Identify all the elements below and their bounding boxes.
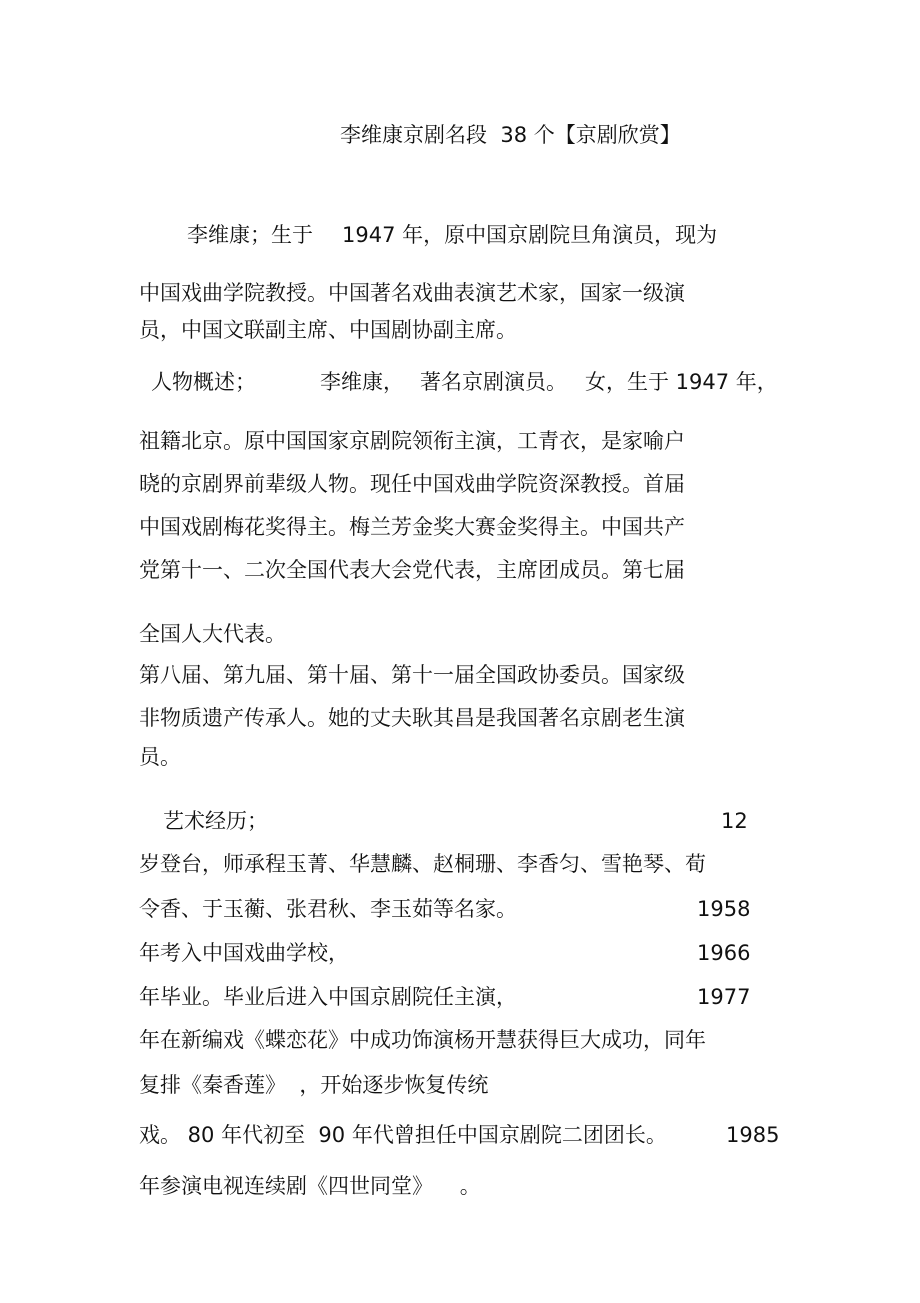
career-number-5: 1977: [697, 985, 751, 1009]
intro-line-3: 员，中国文联副主席、中国剧协副主席。: [139, 318, 517, 342]
career-number-4: 1966: [697, 941, 751, 965]
overview-label: 人物概述；: [151, 370, 256, 394]
overview-line-1b: 著名京剧演员。: [420, 370, 567, 394]
overview-line-8: 非物质遗产传承人。她的丈夫耿其昌是我国著名京剧老生演: [139, 706, 685, 730]
overview-line-5: 党第十一、二次全国代表大会党代表，主席团成员。第七届: [139, 558, 685, 582]
intro-line-1a: 李维康；生于: [187, 223, 313, 247]
career-line-2: 岁登台，师承程玉菁、华慧麟、赵桐珊、李香匀、雪艳琴、荀: [139, 852, 706, 876]
overview-line-2: 祖籍北京。原中国国家京剧院领衔主演，工青衣，是家喻户: [139, 429, 685, 453]
overview-line-9: 员。: [139, 745, 181, 769]
overview-line-6: 全国人大代表。: [139, 622, 286, 646]
overview-line-1c: 女，生于 1947 年，: [585, 370, 778, 394]
career-line-3: 令香、于玉蘅、张君秋、李玉茹等名家。: [139, 897, 517, 921]
career-line-4: 年考入中国戏曲学校，: [139, 941, 349, 965]
career-label: 艺术经历；: [163, 809, 268, 833]
overview-line-3: 晓的京剧界前辈级人物。现任中国戏曲学院资深教授。首届: [139, 472, 685, 496]
career-number-3: 1958: [697, 897, 751, 921]
career-line-5: 年毕业。毕业后进入中国京剧院任主演，: [139, 985, 517, 1009]
intro-line-1b: 1947 年，原中国京剧院旦角演员，现为: [342, 223, 718, 247]
overview-line-4: 中国戏剧梅花奖得主。梅兰芳金奖大赛金奖得主。中国共产: [139, 515, 685, 539]
career-number-1: 12: [721, 809, 748, 833]
career-line-6: 年在新编戏《蝶恋花》中成功饰演杨开慧获得巨大成功，同年: [139, 1028, 706, 1052]
intro-line-2: 中国戏曲学院教授。中国著名戏曲表演艺术家，国家一级演: [139, 281, 685, 305]
career-line-7: 复排《秦香莲》 ，开始逐步恢复传统: [139, 1073, 489, 1097]
document-title: 李维康京剧名段 38 个【京剧欣赏】: [340, 123, 681, 147]
career-number-8: 1985: [726, 1123, 780, 1147]
career-line-8a: 戏。 80 年代初至 90 年代曾担任中国京剧院二团团长。: [139, 1123, 667, 1147]
overview-line-1a: 李维康，: [320, 370, 404, 394]
career-line-9: 年参演电视连续剧《四世同堂》 。: [139, 1174, 481, 1198]
overview-line-7: 第八届、第九届、第十届、第十一届全国政协委员。国家级: [139, 663, 685, 687]
